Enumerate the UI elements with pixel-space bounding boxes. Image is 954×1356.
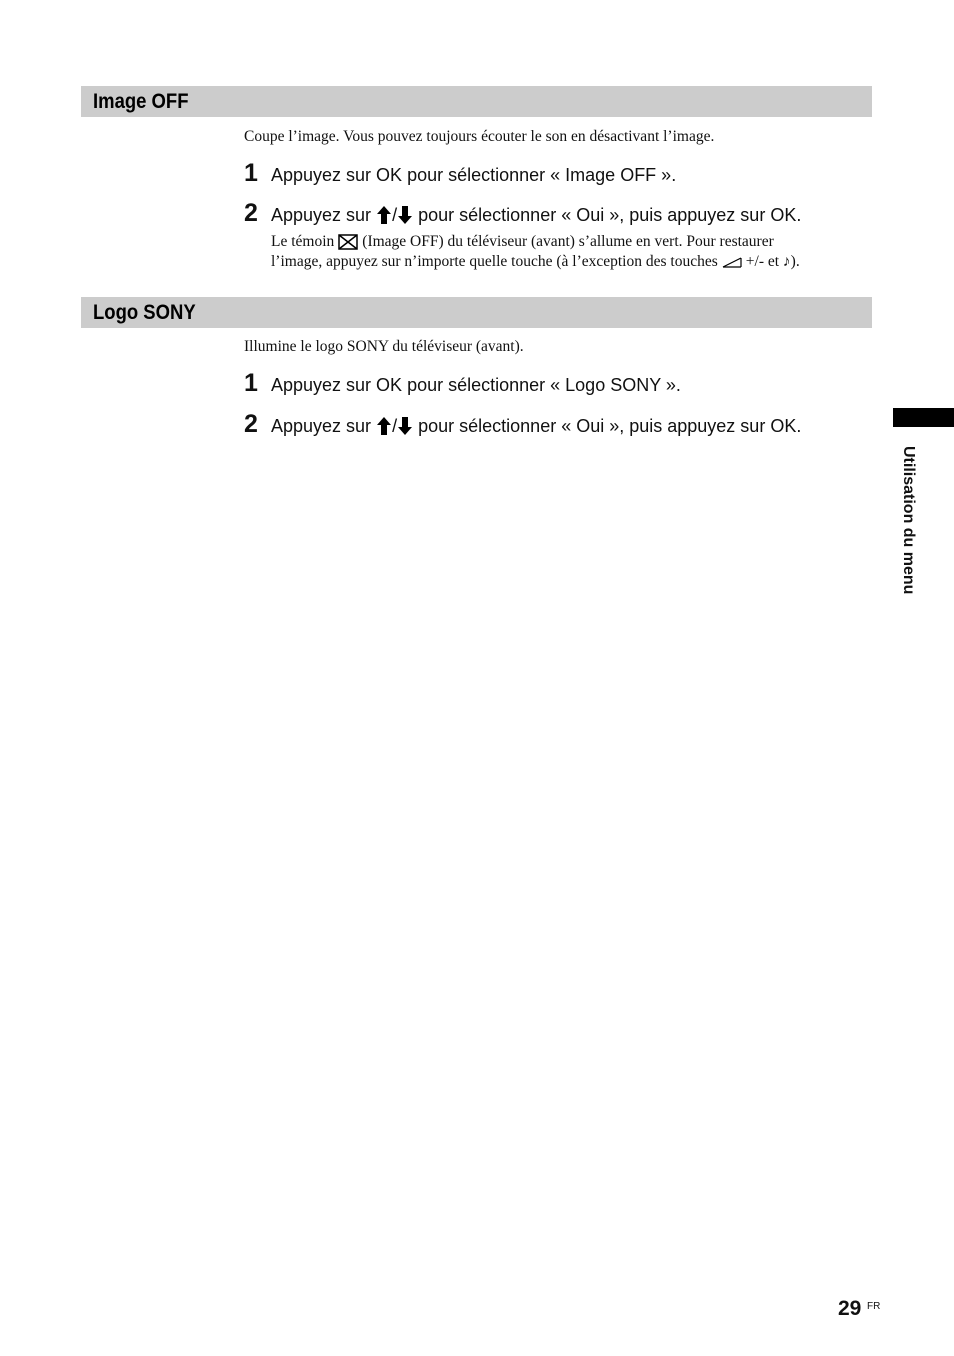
section-header-logo-sony: [81, 297, 872, 328]
step-text-before: Appuyez sur: [271, 205, 372, 225]
side-tab-label: Utilisation du menu: [900, 446, 917, 595]
note-text: ).: [790, 253, 800, 270]
page-language: FR: [867, 1301, 881, 1312]
step-text-after: pour sélectionner « Oui », puis appuyez sur OK.: [418, 416, 802, 436]
note-text: (Image OFF) du téléviseur (avant) s’allume en vert. Pour restaurer: [362, 233, 774, 250]
up-arrow-icon: [377, 206, 391, 224]
section-title: Image OFF: [93, 90, 189, 113]
picture-off-icon: [338, 234, 358, 250]
note-text: l’image, appuyez sur n’importe quelle touche (à l’exception des touches: [271, 253, 718, 270]
page-number: 29: [838, 1297, 862, 1320]
step-number: 2: [244, 199, 258, 227]
music-note-icon: ♪: [782, 253, 791, 270]
note-text: +/- et: [745, 253, 780, 270]
step-number: 1: [244, 369, 258, 397]
step-text: Appuyez sur OK pour sélectionner « Logo SONY ».: [271, 375, 681, 395]
section-intro: Illumine le logo SONY du téléviseur (avant).: [244, 338, 524, 355]
step-text: [271, 415, 801, 437]
section-intro: Coupe l’image. Vous pouvez toujours écouter le son en désactivant l’image.: [244, 128, 715, 145]
volume-icon: [722, 256, 742, 268]
step-number: 1: [244, 159, 258, 187]
section-title: Logo SONY: [93, 301, 196, 324]
down-arrow-icon: [398, 417, 412, 435]
up-arrow-icon: [377, 417, 391, 435]
arrow-separator: /: [392, 416, 398, 436]
side-tab-marker: [893, 408, 954, 427]
step-text: [271, 204, 801, 226]
note-text: Le témoin: [271, 233, 335, 250]
step-text: Appuyez sur OK pour sélectionner « Image OFF ».: [271, 165, 677, 185]
down-arrow-icon: [398, 206, 412, 224]
step-text-after: pour sélectionner « Oui », puis appuyez sur OK.: [418, 205, 802, 225]
step-number: 2: [244, 410, 258, 438]
section-header-image-off: [81, 86, 872, 117]
step-text-before: Appuyez sur: [271, 416, 372, 436]
arrow-separator: /: [392, 205, 398, 225]
step-note: [271, 232, 800, 272]
